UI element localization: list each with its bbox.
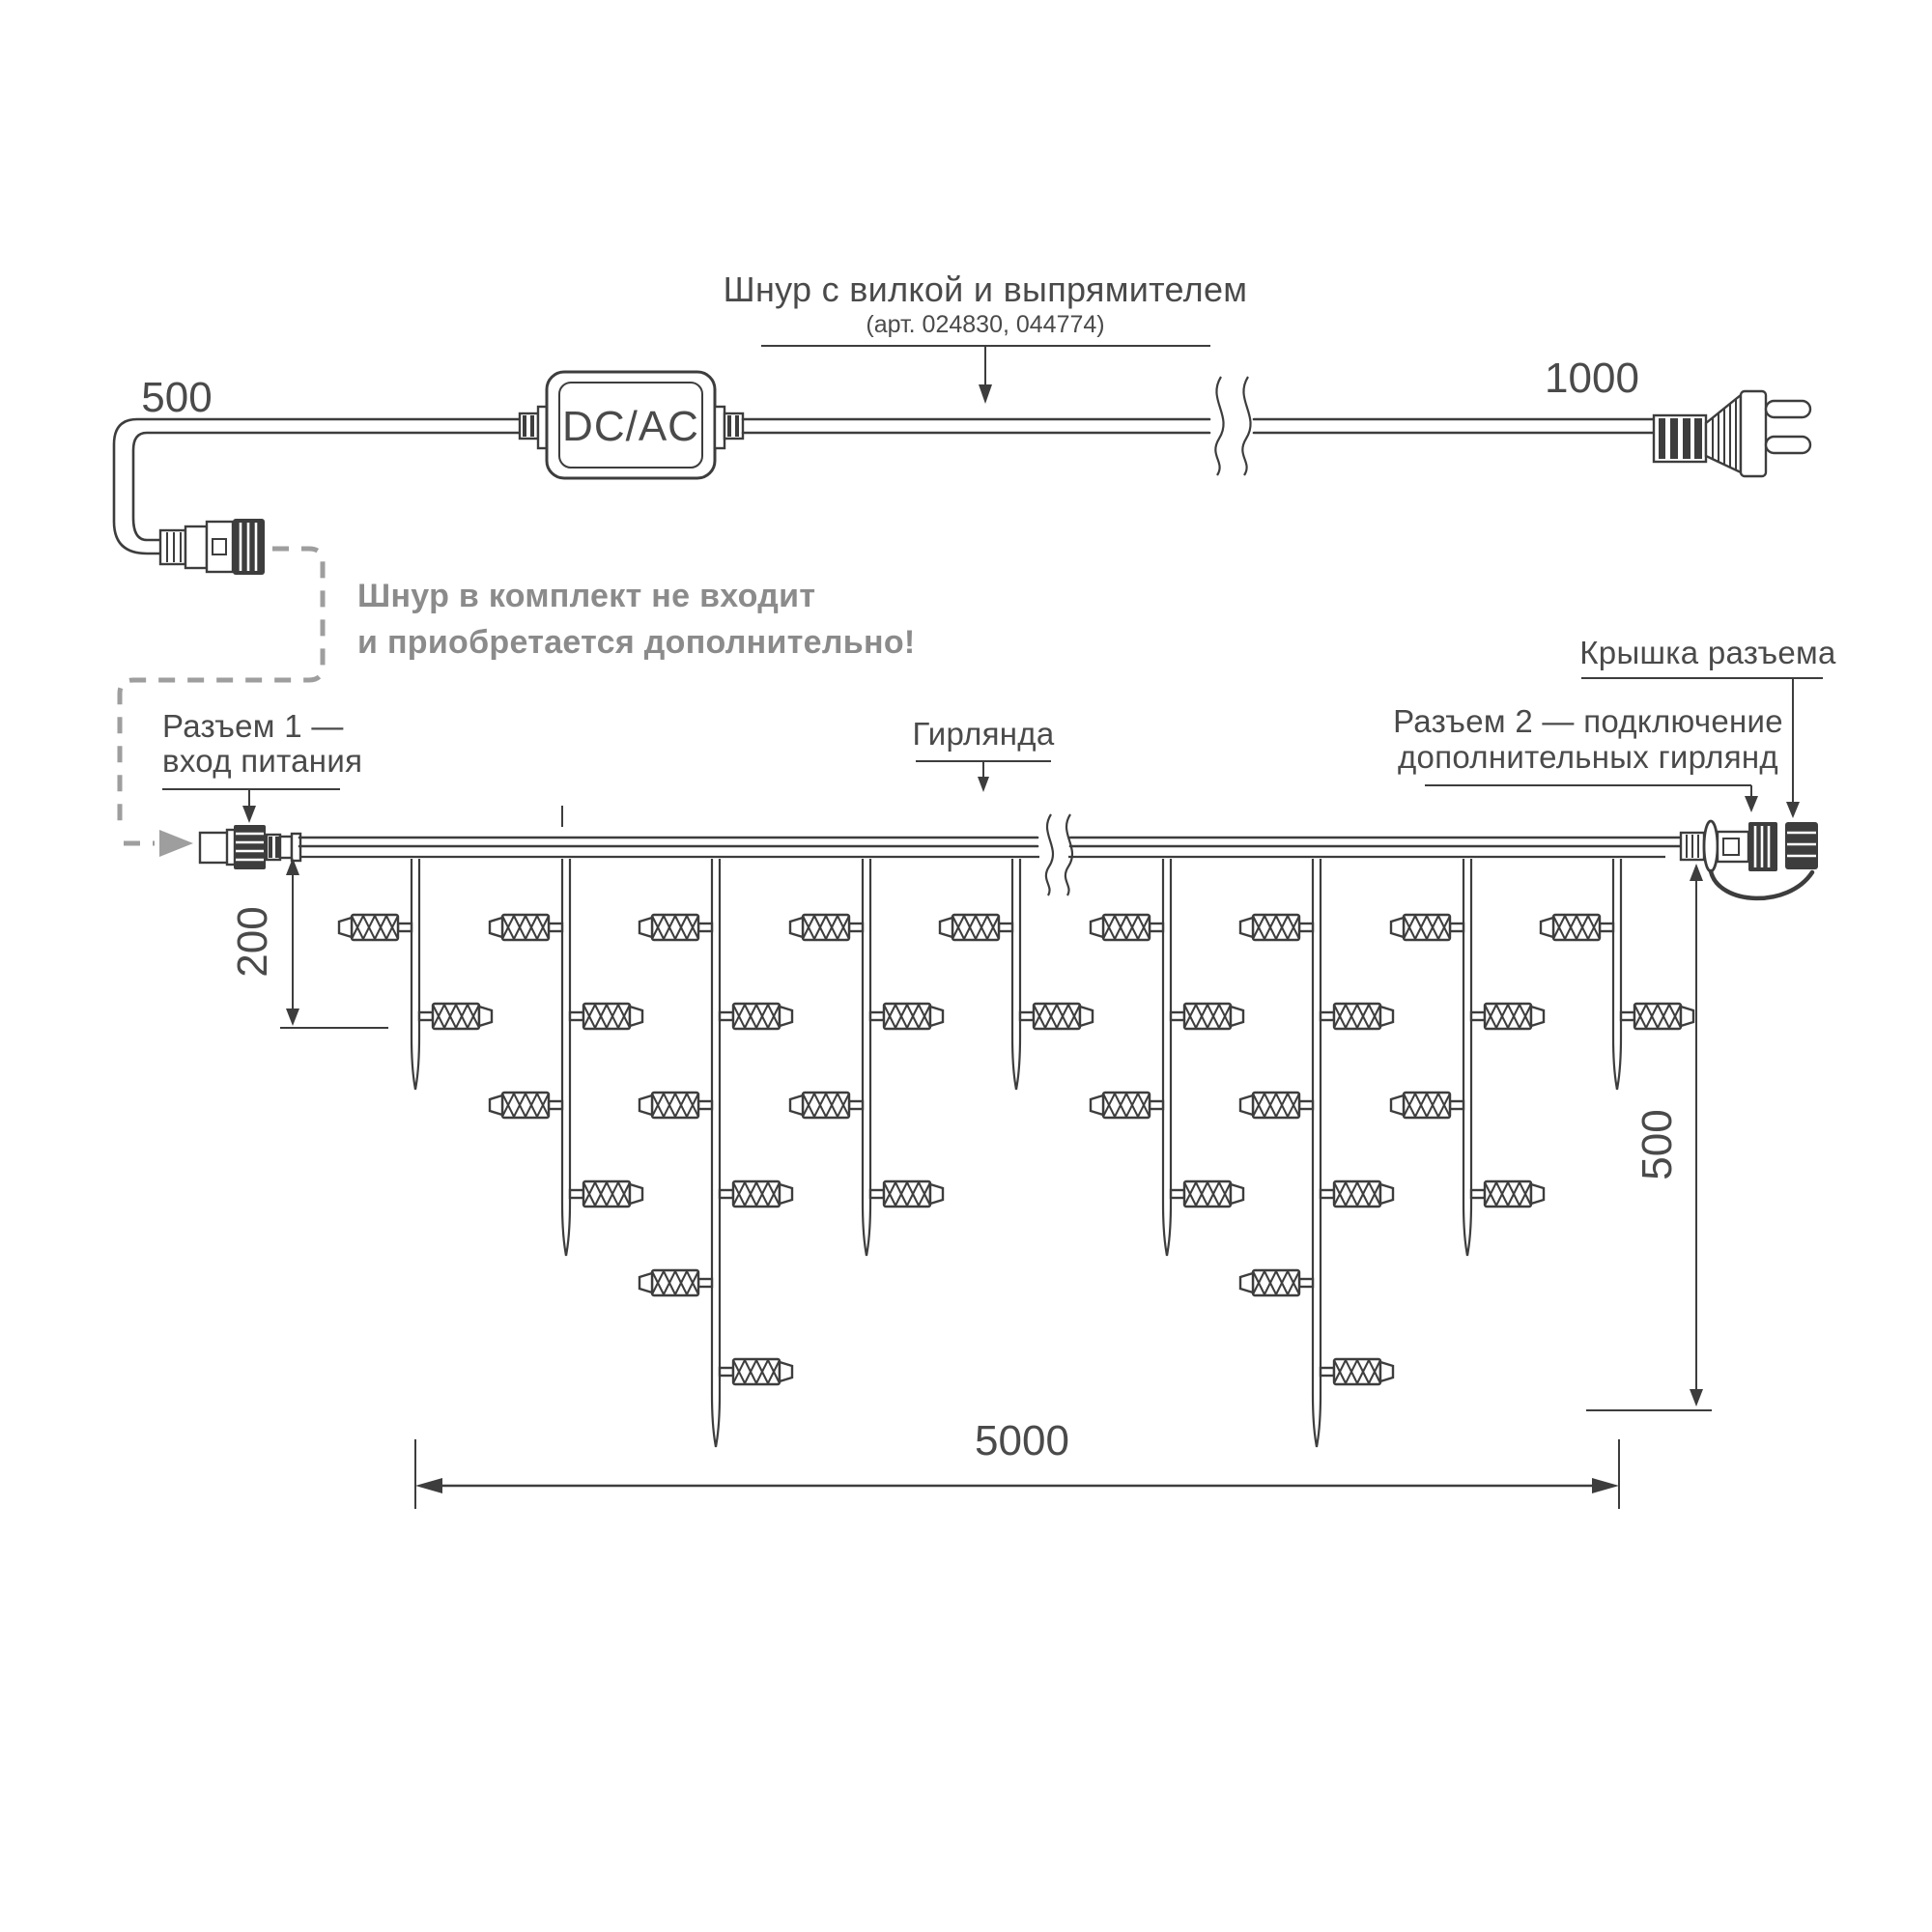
connector-2-body [1718,832,1748,862]
led-bulb [870,1004,943,1029]
led-bulb [1471,1004,1544,1029]
led-bulb [1020,1004,1093,1029]
led-bulb [1321,1359,1393,1384]
cap-label: Крышка разъема [1579,635,1836,670]
plug-prong-top [1766,401,1810,417]
led-bulb [870,1181,943,1207]
dashed-connection-path [120,549,323,857]
connector1-title: Разъем 1 — [162,708,344,744]
led-bulb [1471,1181,1544,1207]
led-bulb [419,1004,492,1029]
led-bulb [1240,1093,1313,1118]
cord-connector-body [185,526,207,568]
led-bulb [339,915,412,940]
icicle-drop [490,859,642,1256]
icicle-drop [639,859,792,1447]
garland-label: Гирлянда [912,716,1055,752]
led-bulb [1391,1093,1463,1118]
cord-title: Шнур с вилкой и выпрямителем [723,270,1248,309]
icicle-drop [1091,859,1243,1256]
led-bulb [1391,915,1463,940]
connector-2-ring [1704,821,1718,871]
led-bulb [720,1004,792,1029]
led-bulb [490,1093,562,1118]
dim-cord-right-label: 1000 [1545,355,1639,402]
led-bulb [1171,1181,1243,1207]
icicle-drop [790,859,943,1256]
icicle-drops [339,859,1693,1447]
dim-200 [229,858,388,1028]
cord-connector [160,519,265,575]
dim-cord-left-label: 500 [141,374,213,421]
converter-left-nut [520,413,538,439]
dim-500-label: 500 [1634,1109,1681,1180]
connector-1-knurl [234,825,266,869]
led-bulb [790,1093,863,1118]
garland-callout [912,716,1054,792]
led-bulb [1240,915,1313,940]
led-bulb [570,1004,642,1029]
led-bulb [1091,1093,1163,1118]
led-bulb [1621,1004,1693,1029]
led-bulb [940,915,1012,940]
converter-right-nut [724,413,743,439]
icicle-drop [1240,859,1393,1447]
icicle-drop [940,859,1093,1090]
garland-break-symbol [1046,814,1053,895]
cord-subtitle: (арт. 024830, 044774) [866,311,1105,338]
led-bulb [1321,1004,1393,1029]
cap-strap [1711,871,1812,898]
connector-cap [1785,822,1818,869]
connector-2 [1681,821,1818,898]
cord-callout [724,270,1248,404]
led-bulb [790,915,863,940]
led-bulb [720,1359,792,1384]
cord-break-symbol [1215,377,1223,475]
icicle-drop [1541,859,1693,1090]
led-bulb [639,1093,712,1118]
dim-5000-label: 5000 [975,1417,1069,1464]
led-bulb [1171,1004,1243,1029]
icicle-drop [339,859,492,1090]
connector2-title: Разъем 2 — подключение [1393,703,1783,739]
plug-prong-bottom [1766,437,1810,453]
led-bulb [639,1270,712,1295]
connector-1 [200,825,300,869]
led-bulb [1321,1181,1393,1207]
dim-5000 [415,1417,1619,1509]
note-line1: Шнур в комплект не входит [357,578,816,614]
dashed-arrow [159,830,193,857]
connector1-callout [162,708,362,823]
dim-200-label: 200 [229,906,276,978]
connector2-subtitle: дополнительных гирлянд [1398,739,1778,775]
led-bulb [720,1181,792,1207]
led-bulb [1091,915,1163,940]
dim-500-drop [1586,864,1712,1410]
eu-plug [1654,391,1810,476]
plug-cord [743,377,1654,475]
cord-callout-arrow [979,384,992,404]
led-bulb [570,1181,642,1207]
converter-label: DC/AC [562,403,699,450]
dc-ac-converter [520,372,743,478]
garland-wire [299,806,1681,895]
led-bulb [639,915,712,940]
led-bulb [490,915,562,940]
led-bulb [1541,915,1613,940]
led-bulb [1240,1270,1313,1295]
connector2-callout [1393,703,1783,812]
icicle-drop [1391,859,1544,1256]
connector1-subtitle: вход питания [162,743,363,779]
note-line2: и приобретается дополнительно! [357,624,916,661]
